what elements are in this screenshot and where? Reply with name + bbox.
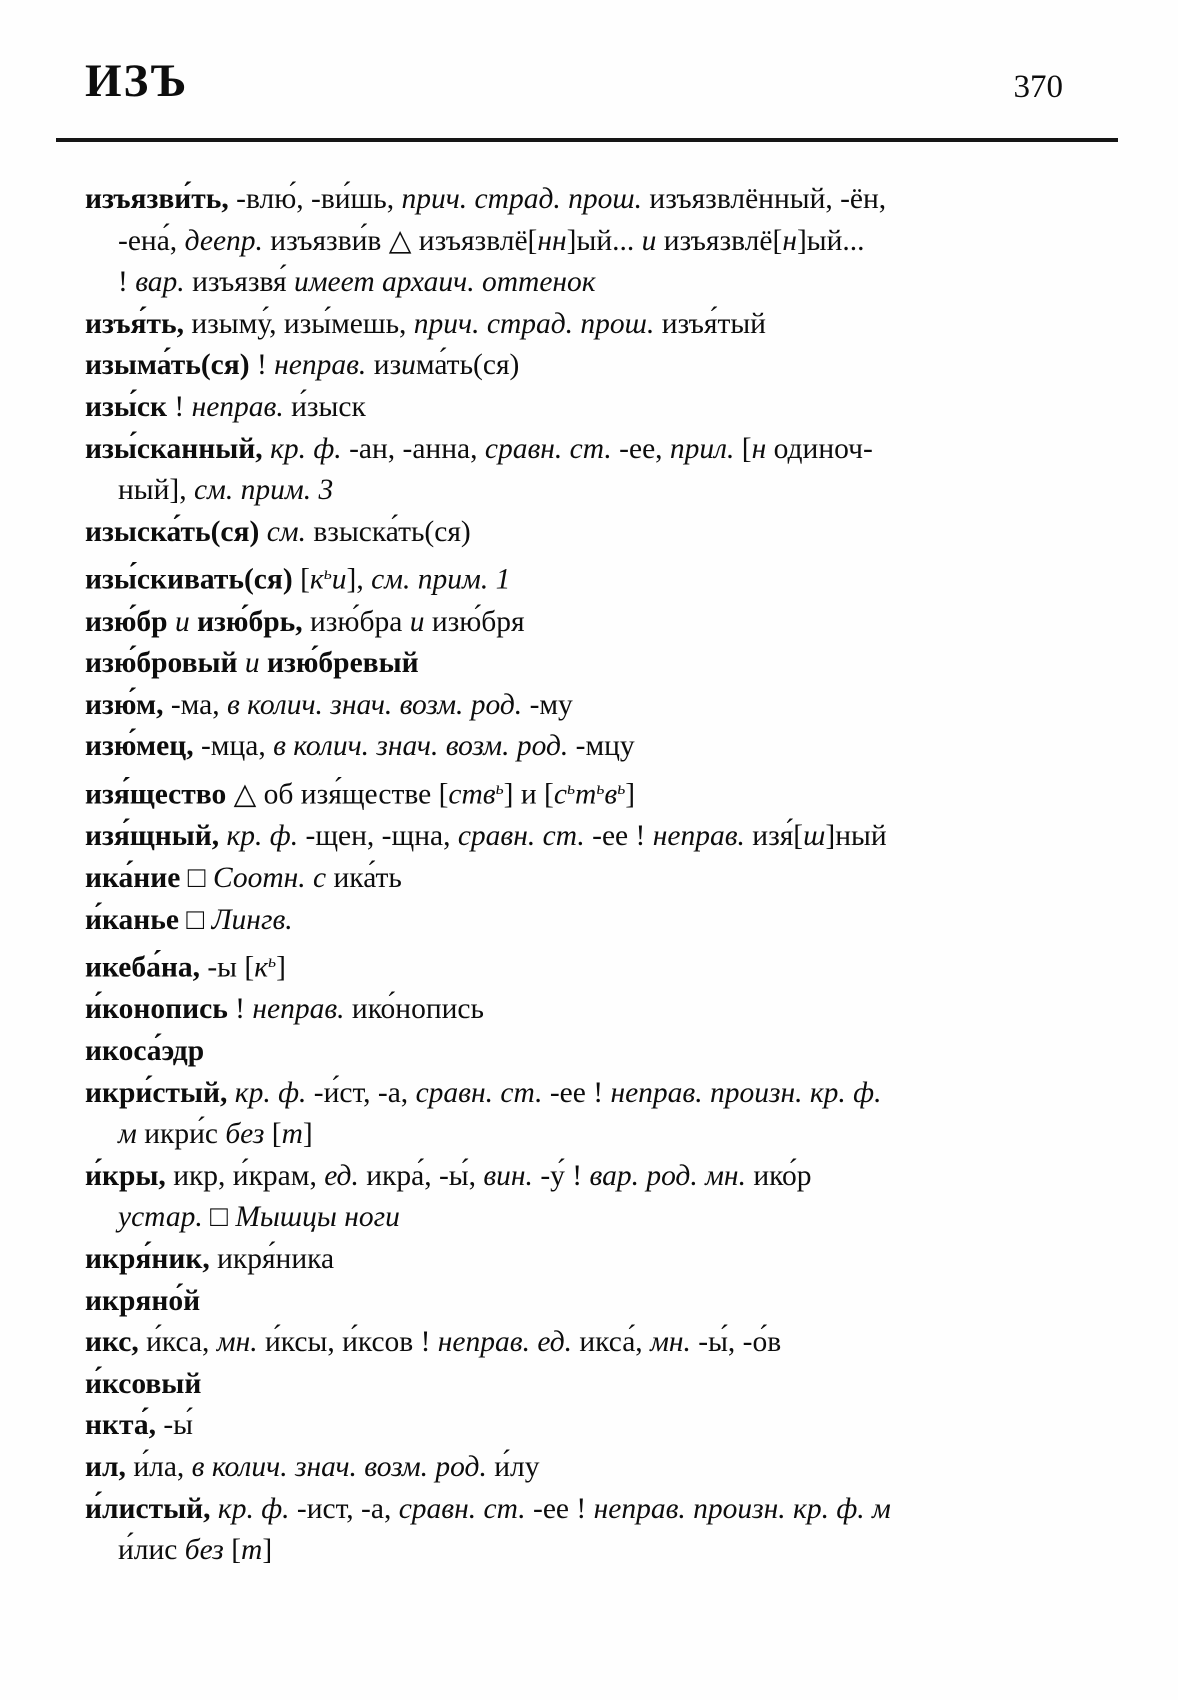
- entry-line: [85, 512, 1105, 554]
- entry-text-run: □: [210, 1201, 236, 1234]
- entry-text-run: Мышцы ноги: [235, 1201, 400, 1234]
- entry-line: [85, 221, 1105, 263]
- entry-text-run: [259, 516, 266, 548]
- entry-text-run: -мца,: [193, 730, 274, 763]
- entry-text-run: сравн. ст.: [457, 820, 593, 853]
- headword-text: изыма́ть(ся): [85, 349, 250, 382]
- entry-text-run: и: [641, 224, 664, 257]
- entry-text-run: -ее !: [533, 1492, 594, 1525]
- entry-text-run: вар.: [135, 266, 193, 299]
- entry-line: [85, 685, 1105, 727]
- entry-text-run: ь: [323, 563, 332, 584]
- entry-text-run: изъя́тый: [661, 307, 766, 340]
- headword-text: и́конопись: [85, 993, 228, 1026]
- entry-text-run: т: [575, 778, 597, 811]
- headword-text: изъя́ть,: [85, 307, 184, 340]
- entry-text-run: ика́ть: [333, 861, 402, 894]
- entry-text-run: прич. страд. прош.: [413, 307, 662, 340]
- entry-text-run: и: [331, 564, 347, 597]
- entry-text-run: деепр.: [184, 224, 271, 257]
- entry-text-run: [227, 1077, 234, 1109]
- entry-line: [85, 1239, 1105, 1281]
- entry-text-run: -щен, -щна,: [305, 820, 458, 853]
- headword-text: изъязви́ть,: [85, 183, 229, 215]
- entry-text-run: ]ный: [825, 820, 887, 853]
- headword-text: изю́бревый: [267, 647, 419, 680]
- entry-text-run: и́кса,: [138, 1326, 217, 1359]
- entry-text-run: ]ый...: [566, 224, 642, 257]
- entry-text-run: с: [553, 778, 567, 811]
- headword-text: икоса́эдр: [85, 1035, 205, 1068]
- headword-text: и́канье: [85, 903, 179, 936]
- entry-line: [85, 179, 1105, 221]
- entry-text-run: изъязвя́: [192, 266, 294, 299]
- header-rule: [56, 138, 1118, 142]
- entry-text-run: !: [166, 390, 192, 423]
- entry-text-run: неправ.: [191, 390, 292, 423]
- section-label: ИЗЪ: [85, 55, 189, 107]
- entry-text-run: ],: [346, 564, 372, 597]
- entry-text-run: -ист, -а,: [296, 1492, 399, 1525]
- entry-text-run: неправ. произн. кр. ф.: [610, 1076, 882, 1109]
- entry-line: [85, 768, 1105, 816]
- entry-line: [85, 941, 1105, 989]
- entry-text-run: -ее,: [619, 432, 670, 465]
- entry-line: [85, 1364, 1105, 1406]
- entry-text-run: [168, 606, 175, 638]
- entry-text-run: сравн. ст.: [484, 432, 620, 465]
- entry-text-run: неправ.: [252, 993, 352, 1026]
- entry-text-run: -ан, -анна,: [349, 432, 485, 465]
- entry-text-run: Лингв.: [211, 903, 293, 936]
- entry-line: [85, 602, 1105, 644]
- entry-text-run: сравн. ст.: [415, 1076, 550, 1109]
- entry-text-run: [: [271, 1118, 282, 1151]
- entry-text-run: ь: [566, 778, 576, 799]
- entry-line: [85, 304, 1105, 346]
- entry-text-run: без: [184, 1534, 232, 1567]
- entry-line: [85, 858, 1105, 900]
- entry-text-run: икри́с: [144, 1118, 226, 1151]
- entry-text-run: см. прим. 3: [193, 474, 334, 507]
- entry-line: [85, 345, 1105, 387]
- entry-text-run: устар.: [118, 1201, 211, 1234]
- entry-text-run: вин.: [483, 1159, 541, 1192]
- entry-text-run: икса́,: [579, 1326, 651, 1359]
- headword-text: икеба́на,: [85, 951, 200, 984]
- dictionary-entries: [85, 179, 1105, 1572]
- entry-text-run: ]: [262, 1534, 273, 1567]
- entry-text-run: -влю́, -ви́шь,: [228, 183, 402, 215]
- entry-text-run: ный],: [118, 474, 194, 507]
- headword-text: ика́ние: [85, 861, 181, 894]
- page-number: 370: [1013, 68, 1063, 105]
- headword-text: икря́ник,: [85, 1243, 210, 1276]
- entry-text-run: ]: [276, 951, 286, 984]
- entry-text-run: ]: [625, 778, 636, 811]
- entry-text-run: ь: [495, 778, 504, 799]
- entry-line: [85, 262, 1105, 304]
- headword-text: и́кры,: [85, 1159, 166, 1192]
- entry-text-run: и: [244, 647, 268, 680]
- entry-text-run: [: [292, 564, 310, 597]
- headword-text: ил,: [85, 1451, 126, 1484]
- entry-text-run: ико́нопись: [351, 993, 484, 1026]
- entry-text-run: см. прим. 1: [371, 564, 511, 597]
- entry-text-run: ь: [596, 778, 605, 799]
- entry-text-run: кр. ф.: [234, 1076, 314, 1109]
- entry-text-run: неправ. ед.: [437, 1326, 580, 1359]
- headword-text: и́ксовый: [85, 1367, 202, 1400]
- entry-text-run: ш: [803, 820, 826, 853]
- headword-text: изы́скивать(ся): [85, 564, 293, 597]
- entry-text-run: изыму́, изы́мешь,: [183, 307, 414, 340]
- entry-text-run: икр, и́крам,: [165, 1159, 325, 1192]
- entry-text-run: -и́ст, -а,: [313, 1076, 416, 1109]
- entry-text-run: -ма,: [163, 688, 227, 721]
- entry-text-run: прич. страд. прош.: [401, 183, 650, 215]
- headword-text: икряно́й: [85, 1284, 201, 1317]
- entry-line: [85, 900, 1105, 942]
- entry-text-run: ств: [448, 778, 496, 811]
- entry-text-run: н: [751, 432, 774, 465]
- headword-text: нкта́,: [85, 1409, 156, 1442]
- headword-text: изю́бр: [85, 605, 168, 638]
- entry-text-run: м: [118, 1118, 145, 1151]
- entry-line: [85, 1322, 1105, 1364]
- entry-text-run: в: [604, 778, 618, 811]
- entry-text-run: изъязвлё[: [663, 224, 783, 257]
- entry-text-run: взыска́ть(ся): [313, 515, 471, 548]
- entry-text-run: изъязви́в △ изъязвлё[: [270, 224, 538, 257]
- entry-text-run: имеет архаич. оттенок: [293, 266, 596, 299]
- entry-text-run: ]: [302, 1118, 313, 1151]
- entry-line: [85, 1447, 1105, 1489]
- headword-text: и́листый,: [85, 1492, 211, 1525]
- entry-line: [85, 1281, 1105, 1323]
- headword-text: изы́сканный,: [85, 432, 263, 465]
- entry-text-run: ед.: [324, 1159, 367, 1192]
- entry-text-run: ь: [268, 951, 277, 972]
- entry-text-run: и́ксы, и́ксов !: [265, 1326, 438, 1359]
- entry-text-run: в колич. знач. возм. род.: [191, 1451, 495, 1484]
- entry-text-run: изъязвлённый, -ён,: [649, 183, 887, 215]
- entry-text-run: неправ.: [274, 349, 374, 382]
- entry-line: [85, 1073, 1105, 1115]
- entry-text-run: мн.: [650, 1326, 699, 1359]
- headword-text: изю́м,: [85, 688, 164, 721]
- headword-text: изыска́ть(ся): [85, 515, 260, 548]
- entry-text-run: -мцу: [575, 730, 635, 763]
- entry-text-run: см.: [266, 515, 314, 548]
- entry-text-run: икря́ника: [209, 1243, 335, 1276]
- entry-text-run: [: [231, 1534, 242, 1567]
- entry-text-run: !: [227, 993, 253, 1026]
- entry-line: [85, 553, 1105, 601]
- entry-text-run: изя́[: [752, 820, 804, 853]
- entry-text-run: [238, 647, 245, 679]
- entry-text-run: к: [309, 564, 324, 597]
- entry-text-run: нн: [537, 224, 567, 257]
- entry-line: [85, 1031, 1105, 1073]
- entry-text-run: икра́, -ы́,: [366, 1159, 484, 1192]
- entry-text-run: в колич. знач. возм. род.: [227, 688, 530, 721]
- entry-text-run: кр. ф.: [226, 820, 306, 853]
- entry-line: [85, 387, 1105, 429]
- entry-text-run: одиноч-: [773, 432, 873, 465]
- entry-text-run: -ена́,: [118, 224, 185, 257]
- entry-text-run: -ы́: [155, 1409, 194, 1442]
- entry-line: [85, 1114, 1105, 1156]
- entry-text-run: сравн. ст.: [398, 1492, 534, 1525]
- entry-text-run: -ы́, -о́в: [698, 1326, 782, 1359]
- entry-text-run: неправ.: [652, 820, 753, 853]
- entry-line: [85, 816, 1105, 858]
- entry-text-run: -у́ !: [540, 1159, 590, 1192]
- entry-text-run: без: [225, 1118, 272, 1151]
- headword-text: изы́ск: [85, 390, 167, 423]
- headword-text: изя́щный,: [85, 820, 220, 853]
- entry-text-run: [211, 1493, 218, 1525]
- entry-text-run: мн.: [216, 1326, 266, 1359]
- entry-text-run: кр. ф.: [217, 1492, 297, 1525]
- entry-text-run: □: [180, 861, 213, 894]
- page-header: [85, 55, 1063, 107]
- entry-line: [85, 1405, 1105, 1447]
- headword-text: изя́щество: [85, 778, 227, 811]
- entry-text-run: вар. род. мн.: [589, 1159, 754, 1192]
- entry-text-run: !: [118, 266, 136, 299]
- headword-text: икс,: [85, 1326, 139, 1359]
- entry-line: [85, 429, 1105, 471]
- entry-text-run: ]ый...: [796, 224, 865, 257]
- entry-line: [85, 470, 1105, 512]
- entry-text-run: -ее !: [549, 1076, 611, 1109]
- entry-text-run: к: [254, 951, 269, 984]
- entry-text-run: [: [741, 432, 752, 465]
- entry-text-run: н: [782, 224, 797, 257]
- entry-text-run: ико́р: [753, 1159, 812, 1192]
- entry-line: [85, 726, 1105, 768]
- entry-text-run: и: [174, 605, 198, 638]
- entry-text-run: изю́бра: [302, 605, 410, 638]
- entry-text-run: -ее !: [592, 820, 653, 853]
- entry-text-run: □: [179, 903, 212, 936]
- entry-text-run: -му: [529, 688, 573, 721]
- entry-text-run: прил.: [669, 432, 742, 465]
- entry-text-run: [263, 433, 270, 465]
- entry-text-run: и́ла,: [125, 1451, 192, 1484]
- entry-line: [85, 1489, 1105, 1531]
- entry-line: [85, 989, 1105, 1031]
- entry-text-run: [219, 820, 226, 852]
- entry-text-run: изю́бря: [431, 605, 525, 638]
- headword-text: икри́стый,: [85, 1076, 228, 1109]
- entry-line: [85, 1197, 1105, 1239]
- entry-text-run: из: [373, 349, 402, 382]
- entry-text-run: -ы [: [199, 951, 255, 984]
- entry-line: [85, 1530, 1105, 1572]
- entry-text-run: и́лис: [118, 1534, 185, 1567]
- entry-text-run: Соотн. с: [212, 861, 334, 894]
- entry-line: [85, 1156, 1105, 1198]
- headword-text: изю́брь,: [197, 605, 303, 638]
- entry-text-run: △ об изя́ществе [: [226, 778, 449, 811]
- entry-text-run: ма́ть(ся): [415, 349, 520, 382]
- entry-text-run: в колич. знач. возм. род.: [273, 730, 576, 763]
- entry-text-run: и́лу: [494, 1451, 540, 1484]
- entry-text-run: неправ. произн. кр. ф. м: [593, 1492, 891, 1525]
- entry-text-run: т: [241, 1534, 263, 1567]
- entry-text-run: кр. ф.: [270, 432, 350, 465]
- entry-text-run: и́зыск: [291, 390, 366, 423]
- headword-text: изю́бровый: [85, 647, 238, 680]
- entry-text-run: и: [409, 605, 432, 638]
- entry-text-run: и: [401, 349, 416, 382]
- entry-text-run: !: [249, 349, 275, 382]
- entry-text-run: т: [281, 1118, 303, 1151]
- headword-text: изю́мец,: [85, 730, 194, 763]
- entry-text-run: ь: [617, 778, 626, 799]
- entry-text-run: ] и [: [503, 778, 554, 811]
- entry-line: [85, 643, 1105, 685]
